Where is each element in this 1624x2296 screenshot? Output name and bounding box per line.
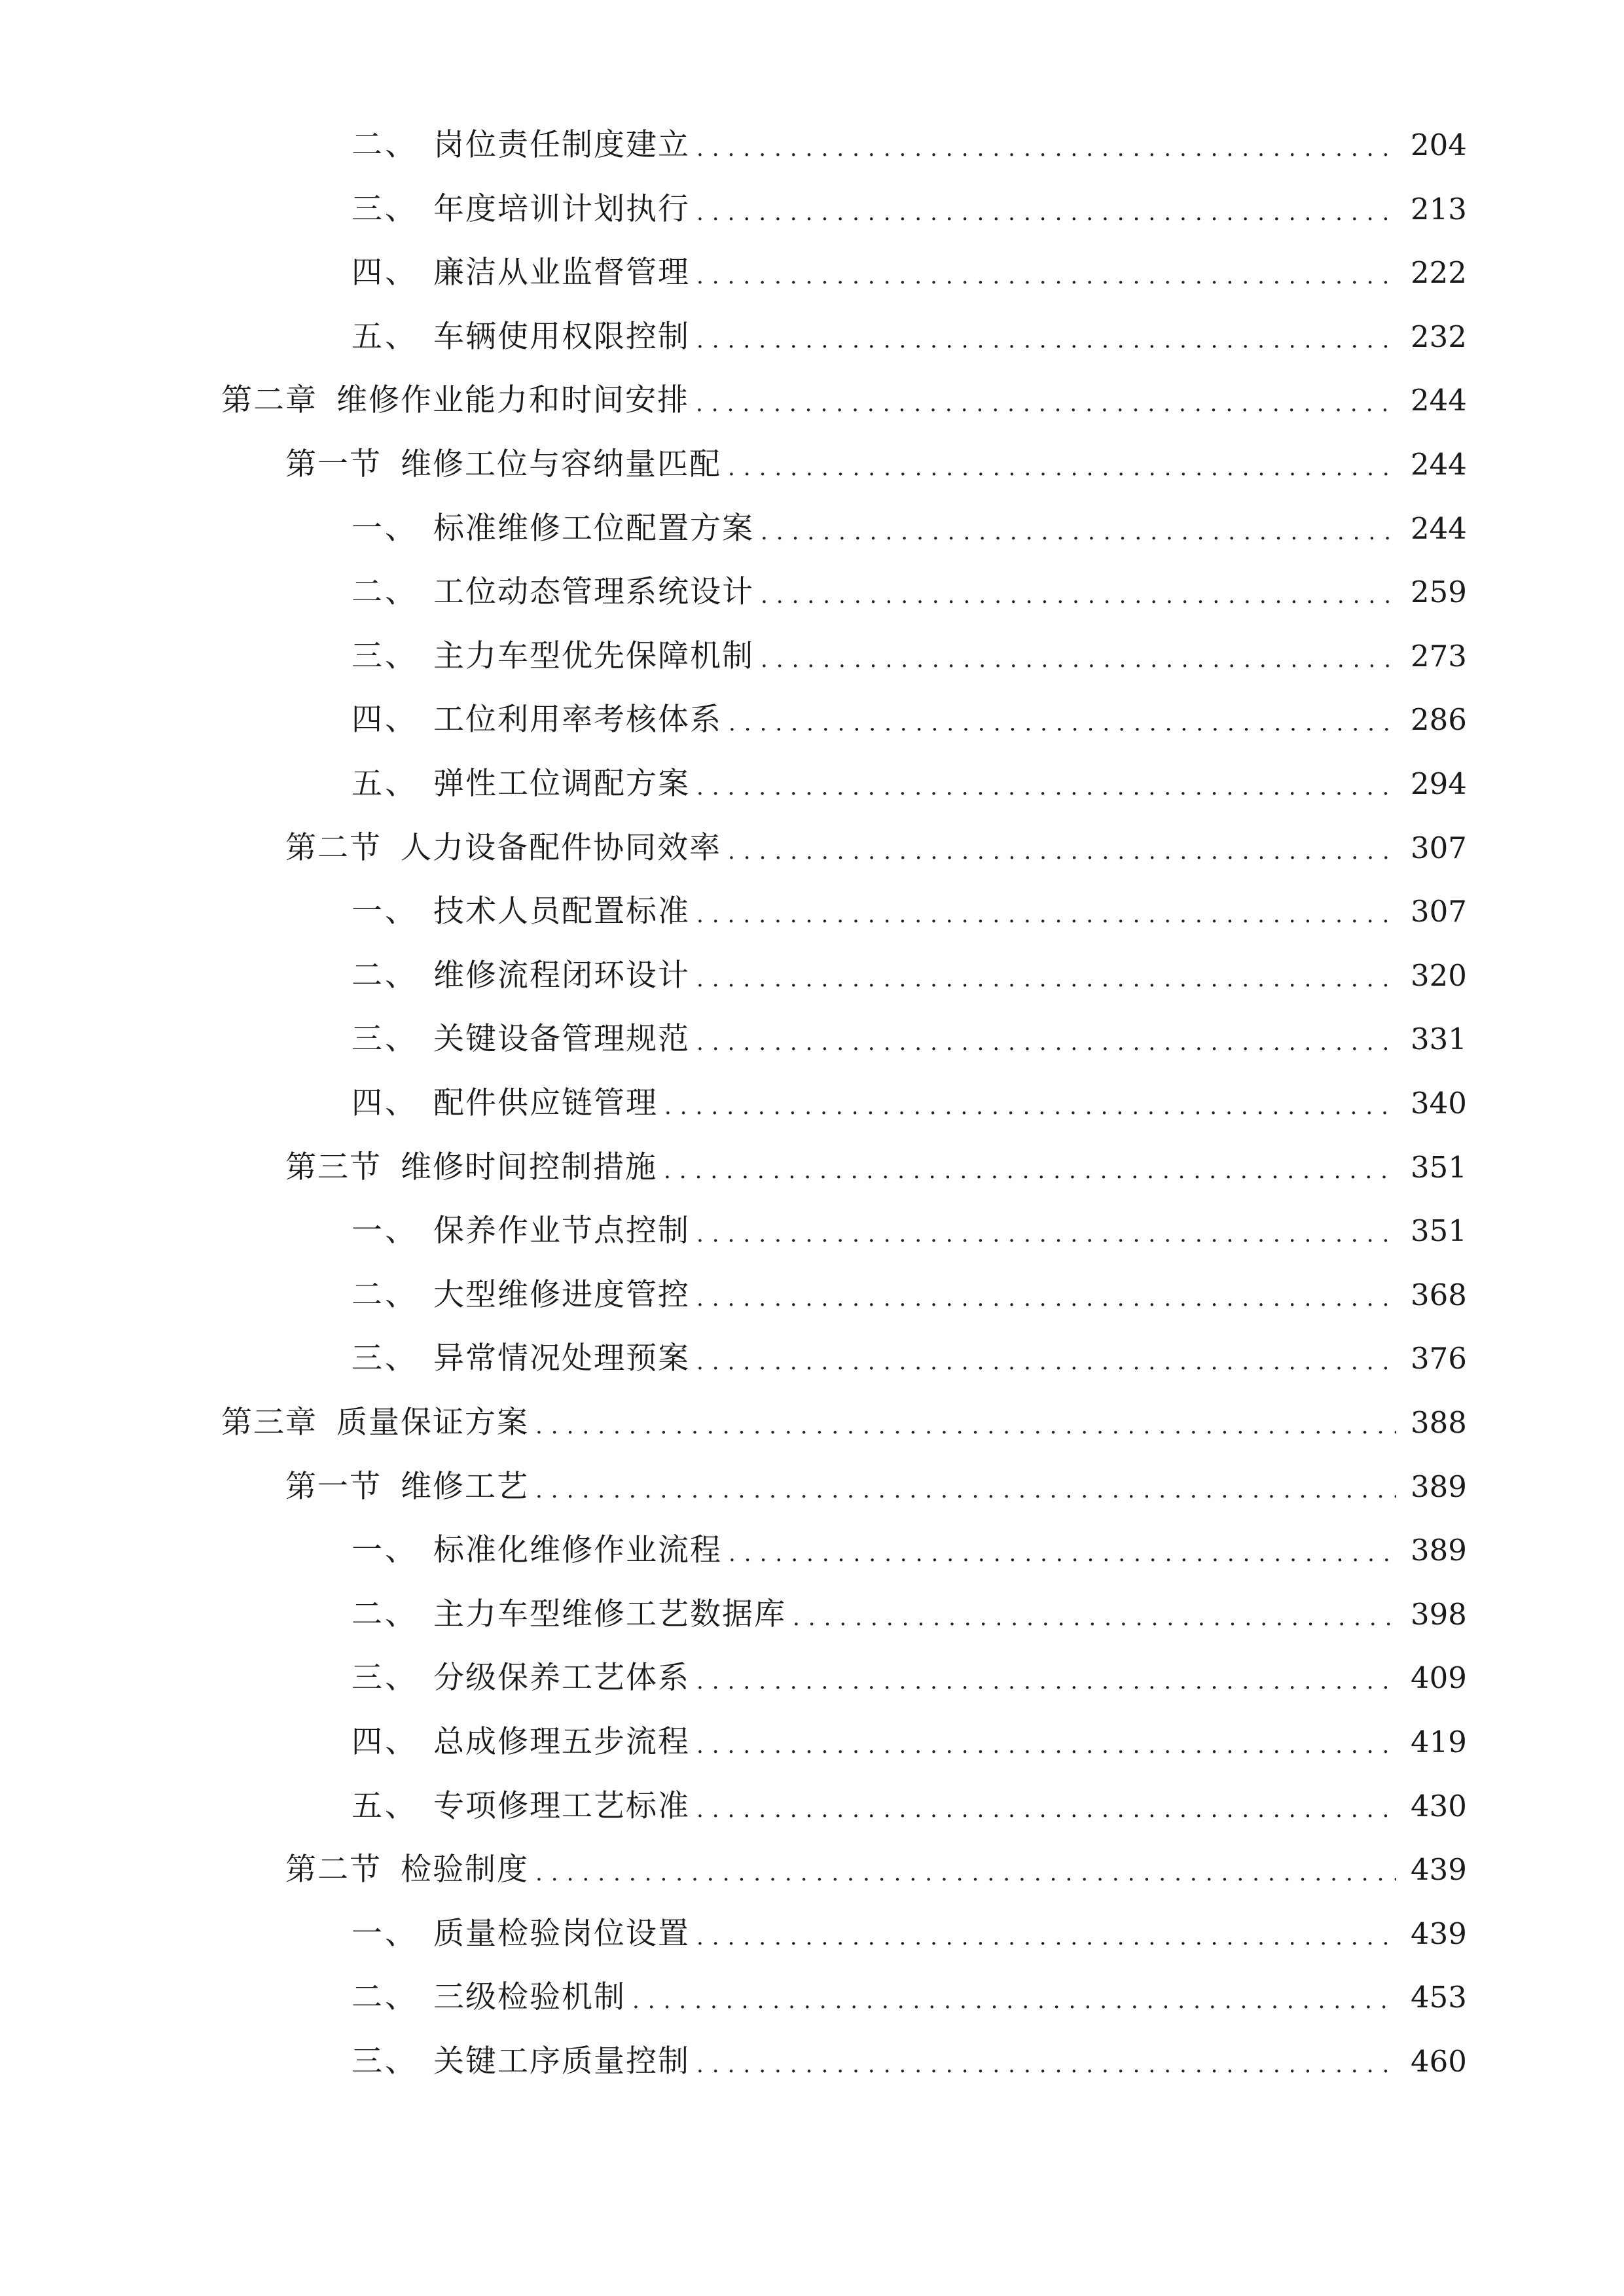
toc-entry[interactable] [0,119,1624,171]
toc-page-number: 453 [1411,1980,1467,2015]
toc-entry-title: 关键工序质量控制 [433,2043,690,2079]
toc-dot-leader [696,1205,1396,1257]
toc-entry-title: 三级检验机制 [433,1979,626,2015]
toc-page-number: 259 [1411,575,1467,609]
toc-entry-number: 二、 [352,1979,418,2015]
toc-dot-leader [696,1652,1396,1704]
toc-entry[interactable] [0,1077,1624,1130]
toc-entry-title: 岗位责任制度建立 [433,127,690,163]
toc-dot-leader [664,1077,1396,1130]
toc-entry[interactable] [0,1971,1624,2024]
toc-entry-heading [0,1077,658,1130]
toc-dot-leader [793,1588,1396,1641]
toc-entry-number: 一、 [352,511,418,547]
toc-entry-title: 大型维修进度管控 [433,1277,690,1313]
toc-dot-leader [696,886,1396,938]
toc-entry-number: 一、 [352,1916,418,1952]
toc-entry-title: 专项修理工艺标准 [433,1788,690,1824]
toc-entry-heading [0,566,754,619]
toc-entry-title: 人力设备配件协同效率 [401,830,721,866]
toc-entry[interactable] [0,1013,1624,1066]
toc-entry-heading [0,1461,529,1513]
toc-page-number: 389 [1411,1533,1467,1568]
toc-page-number: 244 [1411,511,1467,546]
toc-entry-heading [0,1716,690,1768]
toc-entry-number: 第二节 [285,830,382,866]
toc-dot-leader [696,1780,1396,1833]
toc-page-number: 351 [1411,1150,1467,1185]
toc-entry-title: 分级保养工艺体系 [433,1660,690,1696]
toc-page-number: 376 [1411,1341,1467,1376]
toc-entry[interactable] [0,1524,1624,1577]
toc-dot-leader [696,1908,1396,1960]
toc-entry-title: 标准化维修作业流程 [433,1532,722,1568]
toc-entry[interactable] [0,1205,1624,1257]
toc-entry[interactable] [0,1269,1624,1321]
toc-page-number: 389 [1411,1469,1467,1504]
toc-entry[interactable] [0,311,1624,363]
toc-dot-leader [696,2036,1396,2088]
toc-entry-heading [0,1652,690,1704]
toc-page-number: 273 [1411,639,1467,673]
toc-page-number: 430 [1411,1789,1467,1823]
toc-entry-number: 三、 [352,2043,418,2079]
toc-entry[interactable] [0,439,1624,491]
toc-entry-number: 第二节 [285,1852,382,1888]
toc-entry[interactable] [0,1652,1624,1704]
toc-dot-leader [728,822,1396,874]
toc-dot-leader [696,374,1396,427]
toc-entry-number: 三、 [352,1660,418,1696]
toc-entry[interactable] [0,1844,1624,1896]
toc-dot-leader [696,1013,1396,1066]
toc-entry-title: 质量保证方案 [336,1405,529,1441]
toc-entry[interactable] [0,374,1624,427]
toc-page-number: 244 [1411,383,1467,418]
toc-page-number: 340 [1411,1086,1467,1121]
toc-entry-title: 检验制度 [401,1852,529,1888]
toc-page-number: 331 [1411,1022,1467,1056]
toc-entry-number: 四、 [352,1085,418,1121]
toc-entry[interactable] [0,1908,1624,1960]
toc-entry[interactable] [0,886,1624,938]
toc-entry-number: 四、 [352,1724,418,1760]
toc-entry-title: 维修工艺 [401,1469,529,1505]
toc-entry-number: 二、 [352,1596,418,1632]
toc-entry-heading [0,950,690,1002]
toc-entry-title: 维修时间控制措施 [401,1149,657,1185]
toc-page-number: 222 [1411,255,1467,290]
toc-page-number: 307 [1411,831,1467,865]
toc-entry-number: 三、 [352,1021,418,1057]
toc-entry-heading [0,758,690,810]
toc-dot-leader [535,1844,1396,1896]
toc-entry-title: 年度培训计划执行 [433,191,690,227]
toc-entry-heading [0,1141,657,1194]
toc-entry-number: 一、 [352,1532,418,1568]
toc-entry[interactable] [0,1461,1624,1513]
toc-entry[interactable] [0,1141,1624,1194]
toc-entry-number: 一、 [352,1213,418,1249]
toc-entry-heading [0,886,690,938]
toc-dot-leader [761,630,1396,683]
toc-entry-number: 二、 [352,574,418,610]
toc-entry-heading [0,439,721,491]
toc-entry-number: 二、 [352,127,418,163]
toc-entry[interactable] [0,1397,1624,1449]
toc-entry-heading [0,630,754,683]
toc-dot-leader [696,758,1396,810]
toc-entry-title: 廉洁从业监督管理 [433,255,690,291]
toc-entry-number: 第二章 [221,382,317,418]
toc-entry-title: 总成修理五步流程 [433,1724,690,1760]
toc-entry-heading [0,1269,690,1321]
toc-dot-leader [729,694,1396,746]
toc-entry-heading [0,1908,690,1960]
toc-entry-heading [0,1780,690,1833]
toc-entry-heading [0,1588,786,1641]
toc-page-number: 439 [1411,1852,1467,1887]
toc-entry-heading [0,503,754,555]
toc-entry-title: 质量检验岗位设置 [433,1916,690,1952]
toc-dot-leader [696,311,1396,363]
toc-entry-number: 一、 [352,893,418,929]
toc-dot-leader [535,1397,1396,1449]
toc-entry-number: 第一节 [285,446,382,482]
toc-entry-number: 三、 [352,1340,418,1376]
toc-entry-number: 五、 [352,1788,418,1824]
toc-entry-title: 弹性工位调配方案 [433,766,690,802]
toc-entry-title: 主力车型维修工艺数据库 [433,1596,786,1632]
toc-page-number: 294 [1411,766,1467,801]
toc-page-number: 232 [1411,319,1467,354]
toc-entry[interactable] [0,950,1624,1002]
toc-dot-leader [728,439,1396,491]
toc-entry-heading [0,247,690,299]
toc-page-number: 204 [1411,128,1467,162]
toc-dot-leader [761,503,1396,555]
toc-entry-title: 关键设备管理规范 [433,1021,690,1057]
toc-entry[interactable] [0,694,1624,746]
toc-entry-title: 车辆使用权限控制 [433,319,690,355]
toc-entry[interactable] [0,1588,1624,1641]
toc-dot-leader [696,1716,1396,1768]
toc-entry-heading [0,694,722,746]
toc-dot-leader [535,1461,1396,1513]
toc-entry-title: 配件供应链管理 [433,1085,658,1121]
toc-entry-title: 异常情况处理预案 [433,1340,690,1376]
toc-page-number: 409 [1411,1660,1467,1695]
toc-entry-number: 第三章 [221,1405,317,1441]
toc-dot-leader [696,183,1396,236]
toc-entry-heading [0,1013,690,1066]
toc-page-number: 307 [1411,894,1467,929]
toc-entry-heading [0,119,690,171]
toc-dot-leader [696,119,1396,171]
toc-entry-heading [0,311,690,363]
toc-entry[interactable] [0,247,1624,299]
toc-entry-heading [0,374,689,427]
toc-entry[interactable] [0,1333,1624,1385]
toc-entry[interactable] [0,503,1624,555]
toc-dot-leader [696,1269,1396,1321]
toc-entry-heading [0,183,690,236]
toc-page-number: 398 [1411,1597,1467,1632]
toc-entry-title: 维修作业能力和时间安排 [336,382,689,418]
toc-entry-number: 三、 [352,638,418,674]
toc-entry[interactable] [0,1716,1624,1768]
toc-entry[interactable] [0,822,1624,874]
toc-page-number: 351 [1411,1213,1467,1248]
toc-entry-heading [0,1524,722,1577]
toc-entry[interactable] [0,183,1624,236]
toc-page-number: 286 [1411,702,1467,737]
toc-entry-title: 工位动态管理系统设计 [433,574,754,610]
toc-entry-heading [0,1844,529,1896]
toc-entry[interactable] [0,566,1624,619]
toc-page-number: 320 [1411,958,1467,993]
toc-dot-leader [696,247,1396,299]
toc-entry-title: 技术人员配置标准 [433,893,690,929]
toc-dot-leader [696,950,1396,1002]
toc-dot-leader [729,1524,1396,1577]
toc-entry-heading [0,1333,690,1385]
toc-entry-title: 主力车型优先保障机制 [433,638,754,674]
toc-entry[interactable] [0,758,1624,810]
toc-entry-number: 三、 [352,191,418,227]
toc-entry-title: 维修流程闭环设计 [433,958,690,994]
toc-entry-number: 五、 [352,766,418,802]
toc-entry-number: 四、 [352,255,418,291]
toc-entry-heading [0,822,721,874]
toc-page-number: 439 [1411,1916,1467,1951]
toc-entry[interactable] [0,2036,1624,2088]
toc-entry-title: 标准维修工位配置方案 [433,511,754,547]
toc-entry-number: 第一节 [285,1469,382,1505]
toc-entry-number: 第三节 [285,1149,382,1185]
toc-dot-leader [632,1971,1396,2024]
toc-entry[interactable] [0,1780,1624,1833]
toc-page-number: 419 [1411,1725,1467,1759]
toc-entry-heading [0,2036,690,2088]
toc-dot-leader [761,566,1396,619]
toc-entry-number: 五、 [352,319,418,355]
toc-dot-leader [696,1333,1396,1385]
toc-page-number: 368 [1411,1278,1467,1312]
toc-dot-leader [664,1141,1396,1194]
toc-entry[interactable] [0,630,1624,683]
toc-entry-number: 二、 [352,958,418,994]
toc-entry-heading [0,1397,529,1449]
toc-entry-number: 二、 [352,1277,418,1313]
toc-entry-title: 保养作业节点控制 [433,1213,690,1249]
toc-page-number: 244 [1411,447,1467,482]
toc-page-number: 213 [1411,192,1467,226]
toc-entry-title: 维修工位与容纳量匹配 [401,446,721,482]
toc-page-number: 460 [1411,2044,1467,2079]
toc-entry-heading [0,1971,626,2024]
toc-page-number: 388 [1411,1405,1467,1440]
toc-entry-number: 四、 [352,702,418,738]
toc-entry-heading [0,1205,690,1257]
toc-entry-title: 工位利用率考核体系 [433,702,722,738]
